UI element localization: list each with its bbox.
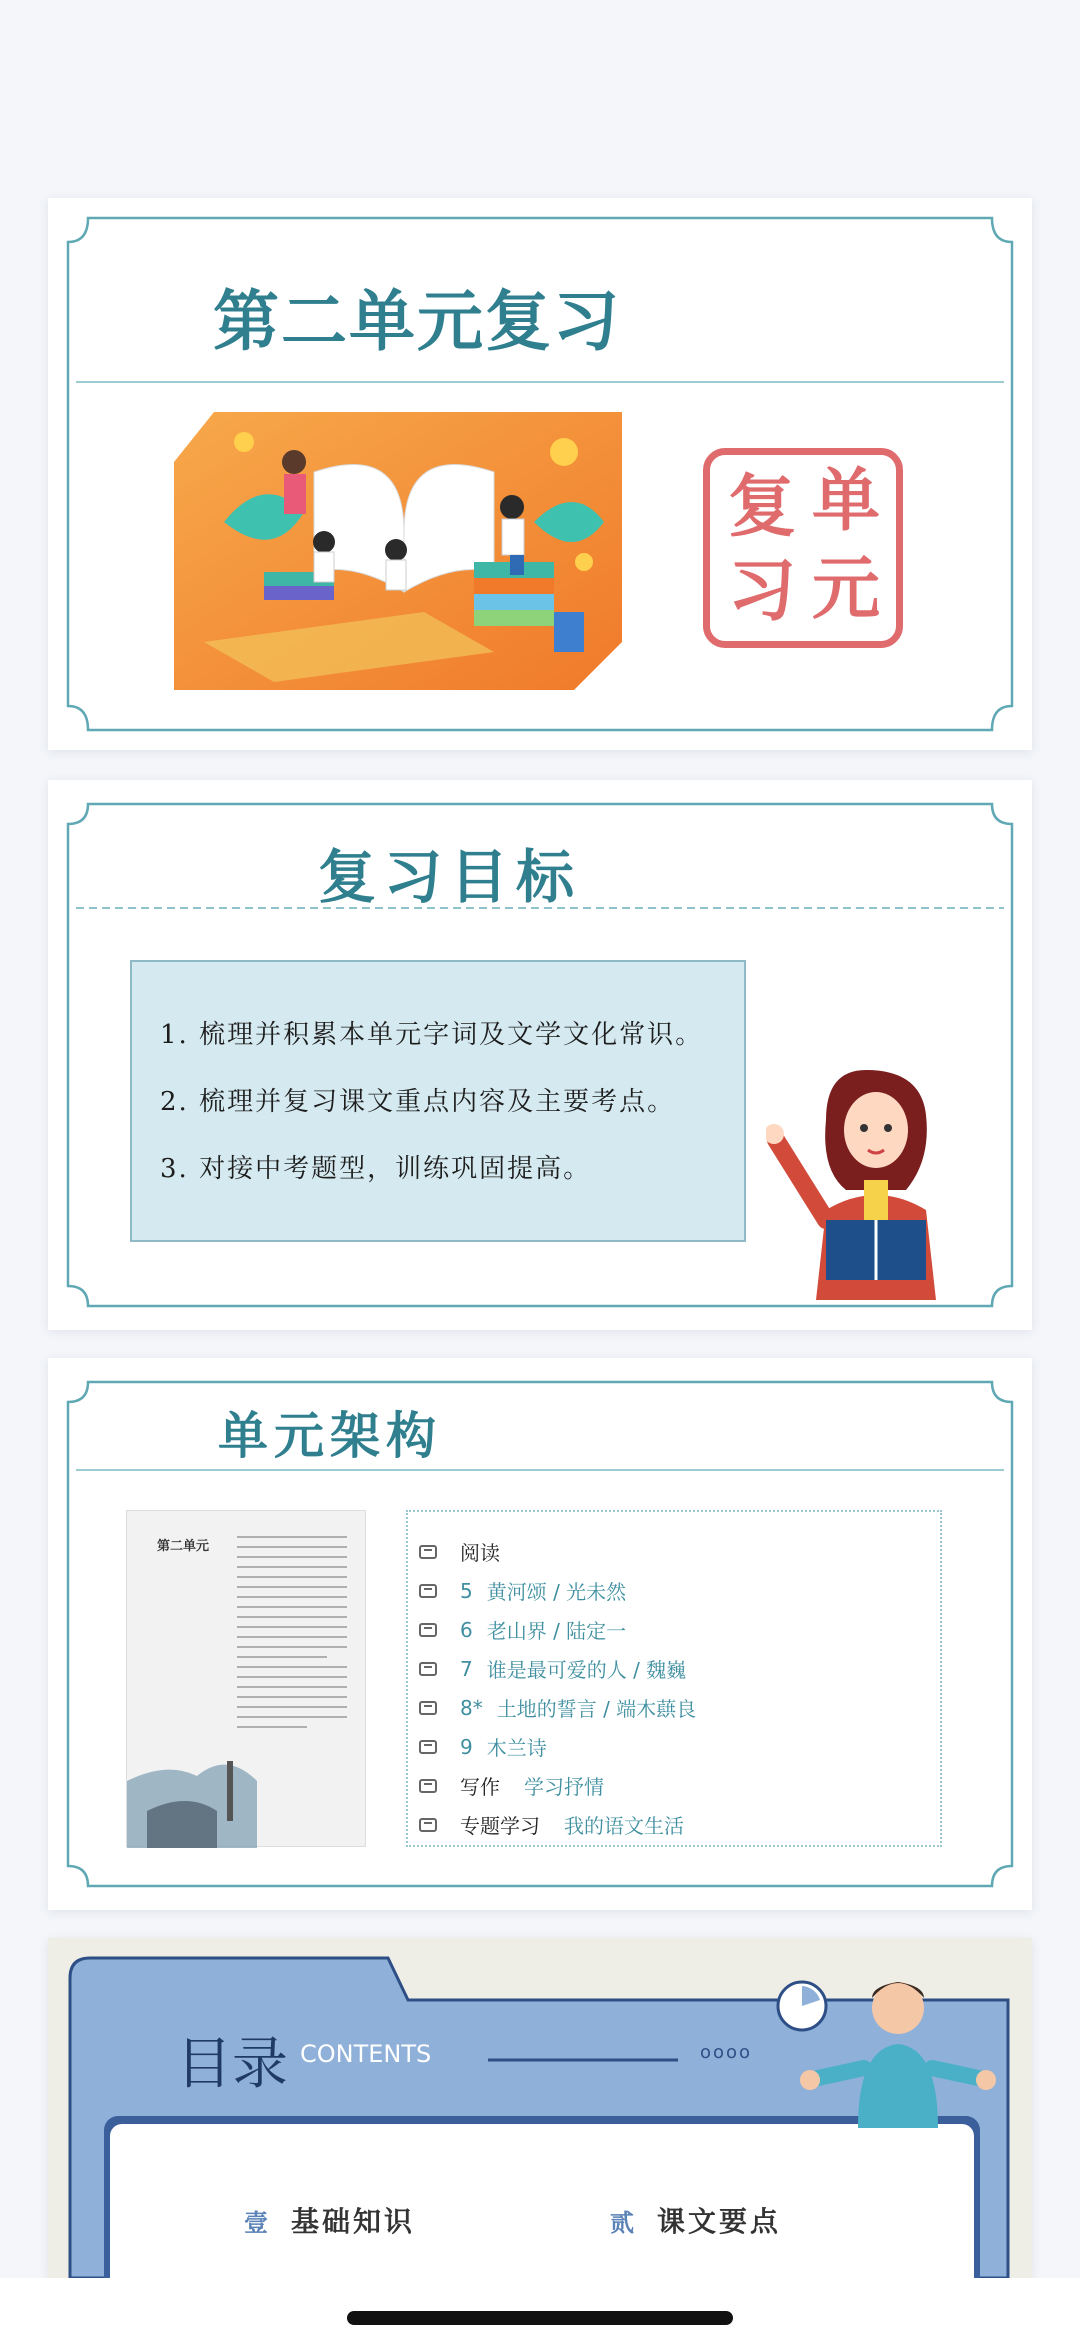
unit-review-stamp: [703, 448, 903, 648]
goal-item: 1. 梳理并积累本单元字词及文学文化常识。: [160, 1020, 704, 1050]
book-icon: [418, 1816, 440, 1834]
home-indicator[interactable]: [347, 2311, 733, 2325]
toc-row[interactable]: [418, 1805, 940, 1844]
goal-item: 3. 对接中考题型，训练巩固提高。: [160, 1154, 592, 1184]
item-number: 贰: [610, 2208, 637, 2237]
contents-item-text-points[interactable]: [610, 2200, 781, 2240]
teacher-illustration: [766, 1060, 986, 1300]
toc-text: 木兰诗: [486, 1736, 547, 1760]
stamp-char: 元: [812, 549, 881, 629]
toc-num: 8*: [460, 1695, 483, 1720]
book-icon: [418, 1543, 440, 1561]
students-reading-illustration: [174, 412, 622, 690]
toc-text: 土地的誓言 / 端木蕻良: [496, 1697, 697, 1721]
stamp-char: 复: [728, 467, 797, 547]
stamp-char: 单: [812, 461, 881, 541]
book-icon: [418, 1738, 440, 1756]
toc-num: 7: [460, 1656, 473, 1681]
toc-row[interactable]: [418, 1766, 940, 1805]
book-icon: [418, 1621, 440, 1639]
book-page-title: 第二单元: [157, 1539, 210, 1554]
item-number: 壹: [244, 2208, 271, 2237]
toc-row[interactable]: [418, 1571, 940, 1610]
book-page-text-lines: [127, 1511, 367, 1848]
toc-text: 我的语文生活: [564, 1814, 684, 1838]
slide-unit-review-title[interactable]: [48, 198, 1032, 750]
contents-item-basic-knowledge[interactable]: [244, 2200, 415, 2240]
toc-num: 5: [460, 1578, 473, 1603]
item-label: 课文要点: [657, 2205, 782, 2238]
contents-subtitle: CONTENTS: [300, 2040, 432, 2068]
slide-title: 复习目标: [318, 843, 583, 911]
toc-text: 老山界 / 陆定一: [486, 1619, 627, 1643]
book-icon: [418, 1699, 440, 1717]
textbook-page-image: [126, 1510, 366, 1847]
toc-row[interactable]: [418, 1649, 940, 1688]
slide-contents[interactable]: [48, 1938, 1032, 2278]
toc-label: 专题学习: [460, 1814, 540, 1838]
book-icon: [418, 1777, 440, 1795]
goals-box: [130, 960, 746, 1242]
goal-item: 2. 梳理并复习课文重点内容及主要考点。: [160, 1087, 676, 1117]
slide-review-goals[interactable]: [48, 780, 1032, 1330]
toc-text: 谁是最可爱的人 / 魏巍: [486, 1658, 687, 1682]
toc-text: 黄河颂 / 光未然: [486, 1580, 627, 1604]
contents-dots: oooo: [700, 2042, 753, 2063]
item-label: 基础知识: [291, 2205, 416, 2238]
slide-unit-structure[interactable]: [48, 1358, 1032, 1910]
stamp-char: 习: [728, 551, 797, 631]
toc-row[interactable]: [418, 1688, 940, 1727]
slide-title: 第二单元复习: [213, 282, 621, 360]
toc-row[interactable]: [418, 1727, 940, 1766]
book-icon: [418, 1582, 440, 1600]
toc-num: 6: [460, 1617, 473, 1642]
slide-title: 单元架构: [218, 1406, 442, 1465]
contents-title: 目录: [176, 2032, 288, 2097]
toc-text: 学习抒情: [524, 1775, 604, 1799]
toc-row[interactable]: [418, 1610, 940, 1649]
toc-label: 阅读: [460, 1541, 500, 1565]
presenter-man-illustration: [788, 1968, 1008, 2128]
toc-row[interactable]: [418, 1532, 940, 1571]
book-icon: [418, 1660, 440, 1678]
unit-toc: [406, 1510, 942, 1847]
toc-num: 9: [460, 1734, 473, 1759]
toc-label: 写作: [460, 1775, 500, 1799]
